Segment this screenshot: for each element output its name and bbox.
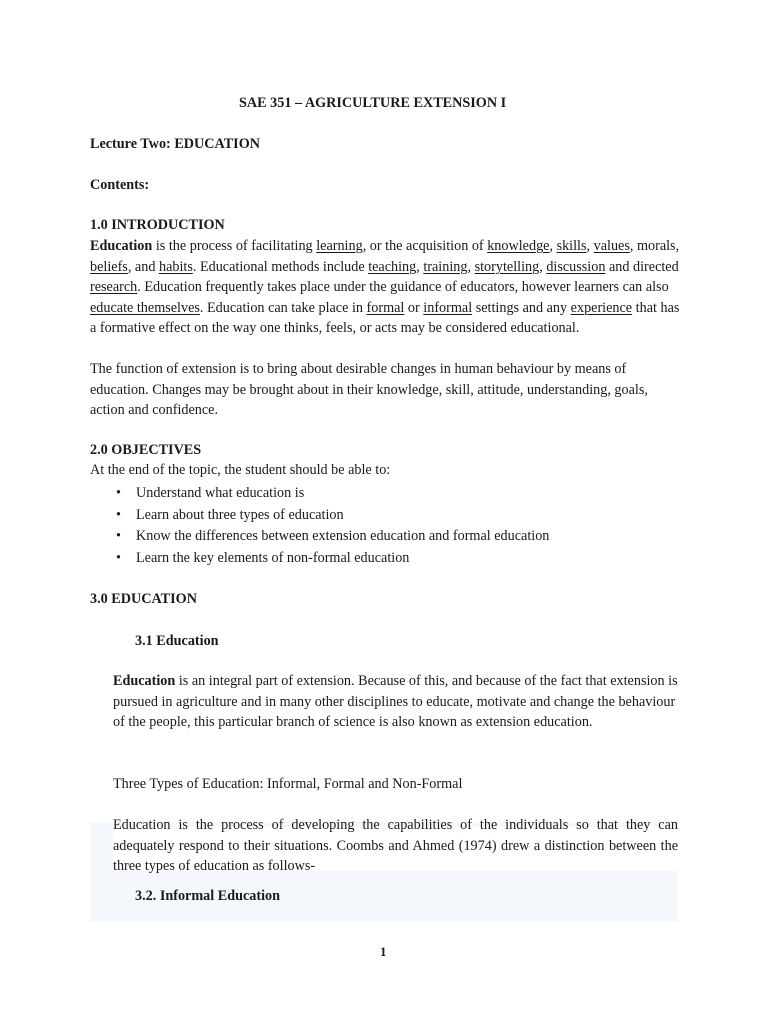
underlined-term: experience [570, 299, 633, 316]
paragraph-text: settings and any [472, 299, 571, 316]
bullet-icon: • [116, 506, 121, 523]
paragraph-text: is the process of facilitating [152, 238, 317, 254]
education-heading: 3.0 EDUCATION [90, 591, 197, 607]
underlined-term: values [593, 238, 630, 254]
intro-heading: 1.0 INTRODUCTION [90, 217, 225, 233]
underlined-term: informal [423, 299, 473, 316]
underlined-term: discussion [546, 258, 606, 275]
paragraph-text: , [586, 238, 594, 254]
subsection-3-2-heading: 3.2. Informal Education [135, 888, 281, 904]
underlined-term: knowledge [487, 238, 550, 254]
paragraph-text: that has a formative effect on the way one thinks, feels, or acts may be considered educational. [90, 299, 680, 337]
paragraph-text: , [467, 258, 475, 275]
underlined-term: habits [158, 258, 193, 275]
paragraph-text: and directed [605, 258, 679, 275]
underlined-term: storytelling [474, 258, 540, 275]
page-number: 1 [380, 944, 387, 959]
bullet-icon: • [116, 485, 121, 501]
underlined-term: teaching [368, 258, 417, 275]
list-item: • Learn the key elements of non-formal education [116, 549, 410, 566]
underlined-term: research [90, 279, 138, 296]
list-item: • Understand what education is [116, 485, 305, 501]
subsection-3-1-heading: 3.1 Education [135, 633, 219, 649]
underlined-term: formal [366, 299, 405, 316]
paragraph-text: , morals, [629, 238, 680, 254]
underlined-term: training [423, 258, 468, 275]
paragraph-text: . Education frequently takes place under the guidance of educators, however learners can also [137, 279, 669, 296]
contents-label: Contents: [90, 177, 150, 193]
paragraph-text: . Educational methods include [192, 258, 369, 275]
intro-paragraph [90, 236, 680, 339]
underlined-term: educate themselves [90, 299, 200, 316]
paragraph-text: , [539, 258, 547, 275]
objectives-heading: 2.0 OBJECTIVES [90, 442, 202, 458]
paragraph-text: , [416, 258, 424, 275]
paragraph-text: , [549, 238, 557, 254]
underlined-term: beliefs [90, 258, 128, 275]
paragraph-text: , or the acquisition of [362, 238, 488, 254]
objectives-intro: At the end of the topic, the student should be able to: [90, 462, 391, 478]
distinction-paragraph: Education is the process of developing the capabilities of the individuals so that they can adequately respond to their situations. Coombs and Ahmed (1974) drew a distinction between the three types of education as follows- [113, 817, 678, 875]
document-title: SAE 351 – AGRICULTURE EXTENSION I [239, 95, 507, 111]
list-item: • Know the differences between extension education and formal education [116, 528, 550, 545]
paragraph-text: . Education can take place in [199, 299, 367, 316]
paragraph-text: or [404, 299, 424, 316]
function-paragraph: The function of extension is to bring about desirable changes in human behaviour by means of education. Changes may be brought about in their knowledge, skill, attitude, understanding, goals, action and confidence. [90, 361, 648, 419]
paragraph-text: , and [127, 258, 159, 275]
bullet-icon: • [116, 528, 121, 545]
objectives-list [90, 483, 549, 569]
bold-term: Education [90, 238, 153, 254]
lecture-title: Lecture Two: EDUCATION [90, 136, 260, 152]
underlined-term: skills [556, 238, 587, 254]
education-paragraph: Education is an integral part of extension. Because of this, and because of the fact that extension is pursued in agriculture and in many other disciplines to educate, motivate and change the behaviour of the people, this particular branch of science is also known as extension education. [113, 673, 678, 731]
bullet-icon: • [116, 549, 121, 566]
underlined-term: learning [316, 238, 363, 254]
list-item: • Learn about three types of education [116, 506, 344, 523]
types-line: Three Types of Education: Informal, Formal and Non-Formal [113, 776, 463, 792]
